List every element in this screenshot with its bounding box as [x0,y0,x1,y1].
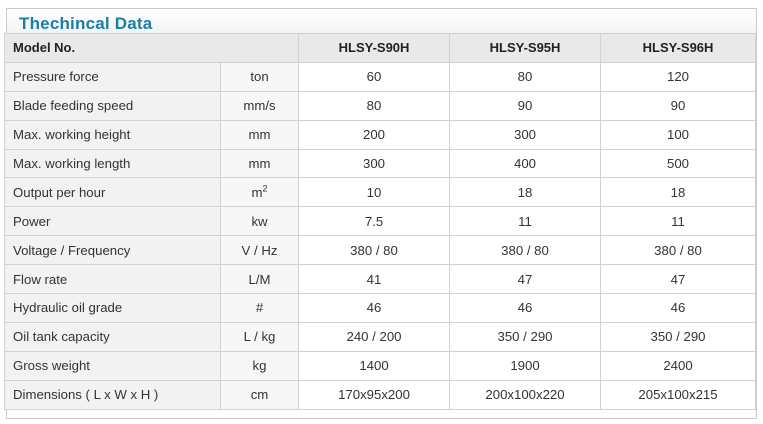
row-unit: mm [221,120,299,149]
row-value: 47 [601,265,756,294]
row-unit: cm [221,380,299,409]
row-label: Max. working length [5,149,221,178]
table-row [5,236,756,265]
model-header-2: HLSY-S95H [450,34,601,63]
row-value: 500 [601,149,756,178]
row-label: Max. working height [5,120,221,149]
table-row [5,351,756,380]
row-label: Oil tank capacity [5,322,221,351]
table-row [5,62,756,91]
row-label: Flow rate [5,265,221,294]
row-unit: L / kg [221,322,299,351]
row-value: 100 [601,120,756,149]
row-value: 1400 [299,351,450,380]
table-row [5,380,756,409]
table-row [5,265,756,294]
row-value: 2400 [601,351,756,380]
row-value: 80 [299,91,450,120]
row-value: 47 [450,265,601,294]
row-value: 60 [299,62,450,91]
row-value: 18 [450,178,601,207]
model-header-3: HLSY-S96H [601,34,756,63]
row-value: 240 / 200 [299,322,450,351]
row-value: 11 [450,207,601,236]
row-label: Blade feeding speed [5,91,221,120]
row-value: 11 [601,207,756,236]
table-row [5,120,756,149]
row-unit [221,178,299,207]
unit-base: m [251,184,263,200]
spec-table-body [5,34,756,410]
row-value: 380 / 80 [299,236,450,265]
table-row [5,207,756,236]
row-unit: # [221,294,299,323]
row-value: 300 [450,120,601,149]
row-value: 170x95x200 [299,380,450,409]
row-value: 1900 [450,351,601,380]
row-value: 350 / 290 [450,322,601,351]
row-value: 120 [601,62,756,91]
row-label: Voltage / Frequency [5,236,221,265]
row-value: 10 [299,178,450,207]
row-label: Dimensions ( L x W x H ) [5,380,221,409]
row-value: 7.5 [299,207,450,236]
row-value: 200 [299,120,450,149]
row-value: 300 [299,149,450,178]
row-unit: L/M [221,265,299,294]
unit-superscript: 2 [262,183,268,194]
row-unit: kw [221,207,299,236]
row-value: 400 [450,149,601,178]
table-row [5,294,756,323]
model-no-header: Model No. [5,34,299,63]
row-label: Gross weight [5,351,221,380]
row-label: Power [5,207,221,236]
row-unit: V / Hz [221,236,299,265]
row-label: Output per hour [5,178,221,207]
row-value: 90 [450,91,601,120]
row-value: 46 [601,294,756,323]
row-unit: ton [221,62,299,91]
row-unit: mm [221,149,299,178]
row-value: 41 [299,265,450,294]
table-row [5,149,756,178]
row-label: Pressure force [5,62,221,91]
row-value: 200x100x220 [450,380,601,409]
row-value: 46 [450,294,601,323]
row-value: 90 [601,91,756,120]
header-row [5,34,756,63]
table-row [5,91,756,120]
spec-table [4,33,756,410]
row-unit: kg [221,351,299,380]
panel-title: Thechincal Data [19,14,153,33]
row-value: 80 [450,62,601,91]
row-value: 350 / 290 [601,322,756,351]
row-value: 205x100x215 [601,380,756,409]
model-header-1: HLSY-S90H [299,34,450,63]
row-unit: mm/s [221,91,299,120]
table-row [5,322,756,351]
row-value: 380 / 80 [450,236,601,265]
row-value: 18 [601,178,756,207]
row-value: 46 [299,294,450,323]
row-label: Hydraulic oil grade [5,294,221,323]
table-row [5,178,756,207]
row-value: 380 / 80 [601,236,756,265]
